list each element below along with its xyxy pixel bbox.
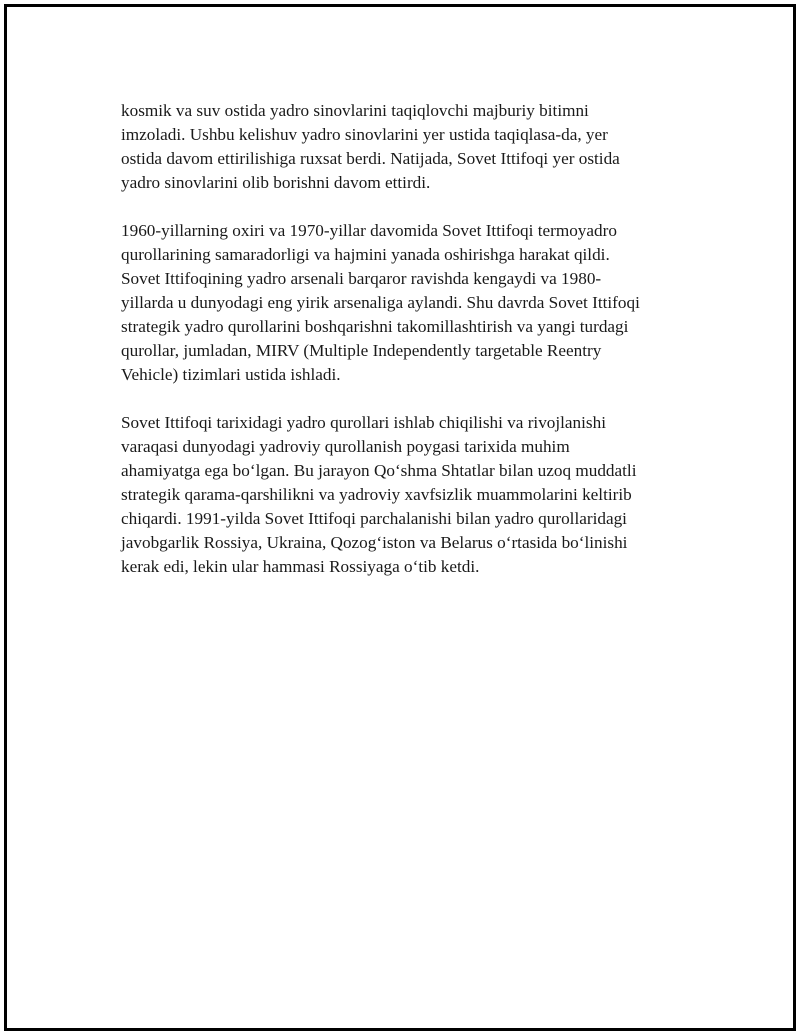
text-line: qurollar, jumladan, MIRV (Multiple Independently targetable Reentry <box>121 341 602 360</box>
text-line: javobgarlik Rossiya, Ukraina, Qozog‘iston va Belarus o‘rtasida bo‘linishi <box>121 533 628 552</box>
text-line: varaqasi dunyodagi yadroviy qurollanish poygasi tarixida muhim <box>121 437 570 456</box>
text-line: yadro sinovlarini olib borishni davom ettirdi. <box>121 173 431 192</box>
text-line: strategik qarama-qarshilikni va yadroviy xavfsizlik muammolarini keltirib <box>121 485 632 504</box>
text-line: Sovet Ittifoqining yadro arsenali barqaror ravishda kengaydi va 1980- <box>121 269 602 288</box>
text-line: Sovet Ittifoqi tarixidagi yadro qurollari ishlab chiqilishi va rivojlanishi <box>121 413 606 432</box>
paragraph-3 <box>121 411 681 579</box>
text-line: ahamiyatga ega bo‘lgan. Bu jarayon Qo‘shma Shtatlar bilan uzoq muddatli <box>121 461 637 480</box>
text-line: kosmik va suv ostida yadro sinovlarini taqiqlovchi majburiy bitimni <box>121 101 589 120</box>
text-line: chiqardi. 1991-yilda Sovet Ittifoqi parchalanishi bilan yadro qurollaridagi <box>121 509 627 528</box>
text-line: qurollarining samaradorligi va hajmini yanada oshirishga harakat qildi. <box>121 245 610 264</box>
text-line: Vehicle) tizimlari ustida ishladi. <box>121 365 341 384</box>
paragraph-2 <box>121 219 681 387</box>
text-line: yillarda u dunyodagi eng yirik arsenaliga aylandi. Shu davrda Sovet Ittifoqi <box>121 293 640 312</box>
page-frame <box>4 4 796 1031</box>
text-line: strategik yadro qurollarini boshqarishni takomillashtirish va yangi turdagi <box>121 317 629 336</box>
text-line: imzoladi. Ushbu kelishuv yadro sinovlarini yer ustida taqiqlasa-da, yer <box>121 125 608 144</box>
text-line: 1960-yillarning oxiri va 1970-yillar davomida Sovet Ittifoqi termoyadro <box>121 221 617 240</box>
text-line: kerak edi, lekin ular hammasi Rossiyaga o‘tib ketdi. <box>121 557 480 576</box>
paragraph-1 <box>121 99 681 195</box>
document-body <box>121 99 681 603</box>
text-line: ostida davom ettirilishiga ruxsat berdi. Natijada, Sovet Ittifoqi yer ostida <box>121 149 620 168</box>
